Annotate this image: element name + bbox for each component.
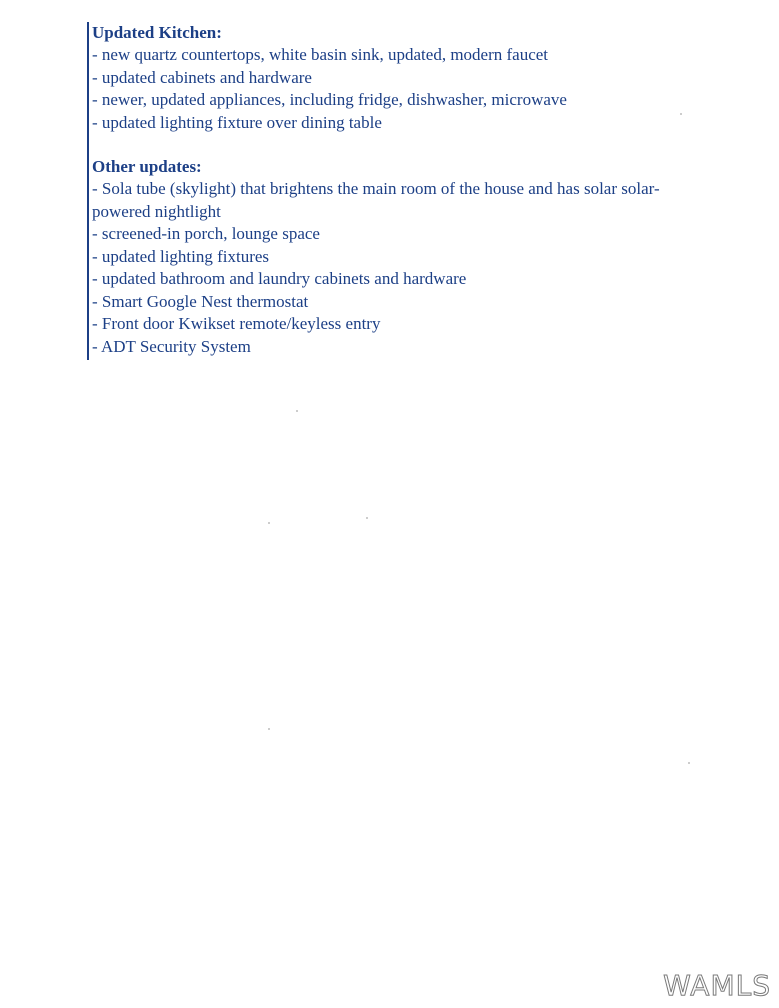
other-item: - screened-in porch, lounge space xyxy=(92,224,320,243)
kitchen-item: - new quartz countertops, white basin sink, updated, modern faucet xyxy=(92,45,549,64)
other-item: - Sola tube (skylight) that brightens the main room of the house and has solar solar-powered nightlight xyxy=(92,179,660,221)
other-item: - ADT Security System xyxy=(92,336,251,356)
other-updates-heading: Other updates: xyxy=(92,157,202,176)
kitchen-heading: Updated Kitchen: xyxy=(92,23,222,42)
kitchen-section xyxy=(92,22,567,134)
kitchen-item: - updated cabinets and hardware xyxy=(92,67,312,87)
wamls-watermark: WAMLS xyxy=(663,969,771,1002)
scan-speck xyxy=(688,762,690,764)
scan-speck xyxy=(296,410,298,412)
kitchen-item: - updated lighting fixture over dining table xyxy=(92,112,382,132)
margin-rule xyxy=(87,22,89,360)
other-item: - updated bathroom and laundry cabinets and hardware xyxy=(92,269,467,288)
scan-speck xyxy=(268,728,270,730)
other-item: - Front door Kwikset remote/keyless entry xyxy=(92,314,381,333)
scan-speck xyxy=(366,517,368,519)
other-updates-section xyxy=(92,156,712,358)
other-item: - updated lighting fixtures xyxy=(92,246,270,266)
other-item: - Smart Google Nest thermostat xyxy=(92,291,309,311)
scan-speck xyxy=(680,113,682,115)
kitchen-item: - newer, updated appliances, including fridge, dishwasher, microwave xyxy=(92,90,567,109)
scan-speck xyxy=(268,522,270,524)
